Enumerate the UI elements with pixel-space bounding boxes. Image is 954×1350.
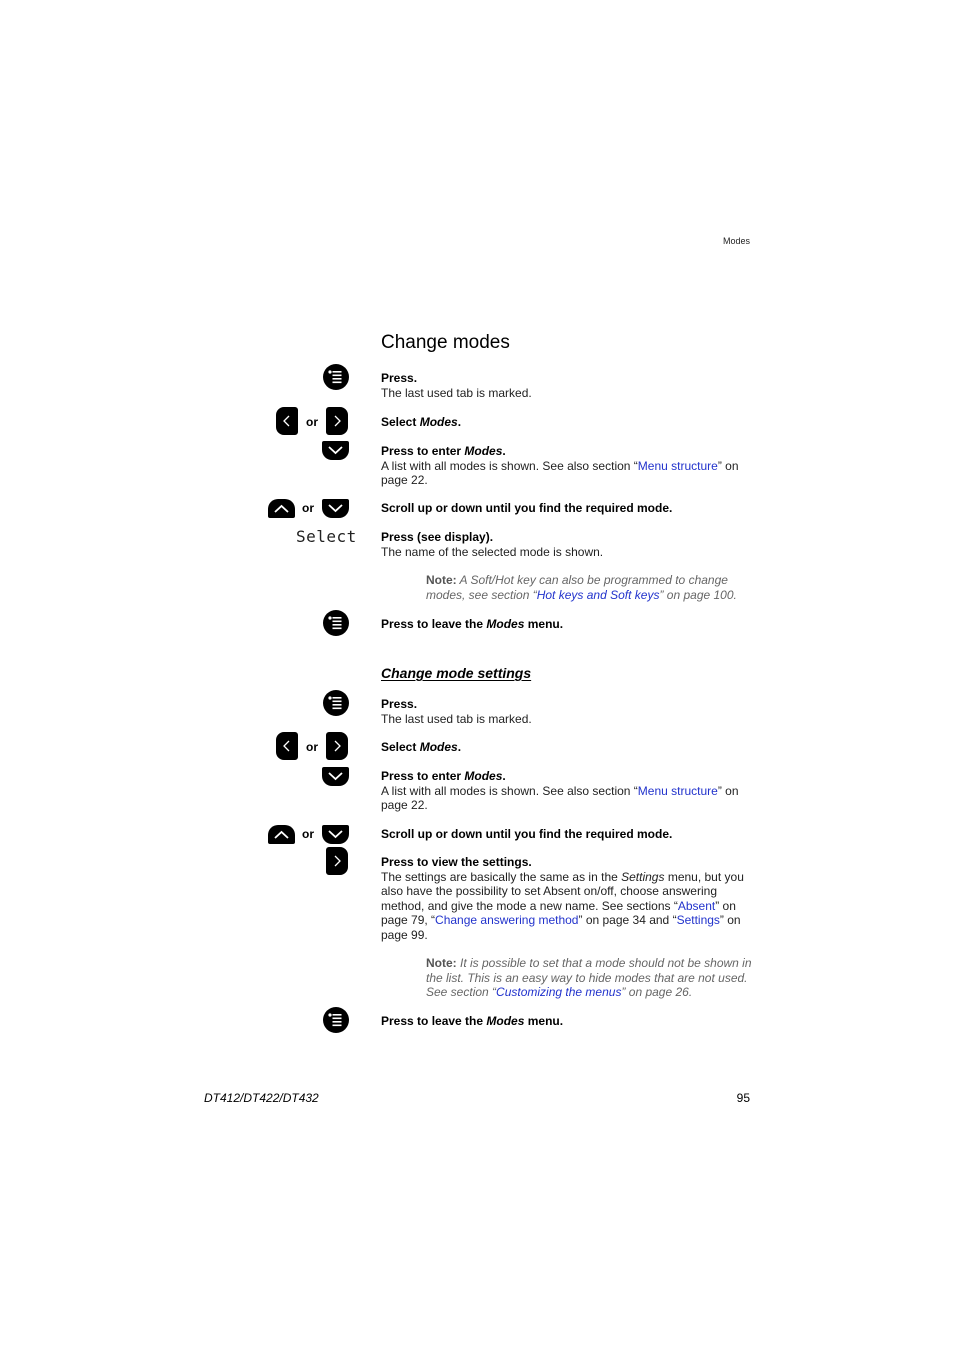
step-instruction: Press to leave the Modes menu.: [381, 617, 564, 631]
step-instruction: Press to enter Modes.: [381, 444, 506, 458]
absent-link[interactable]: Absent: [677, 898, 716, 913]
menu-structure-link[interactable]: Menu structure: [637, 783, 718, 798]
customizing-menus-link[interactable]: Customizing the menus: [496, 985, 622, 999]
step: [381, 617, 751, 632]
step-instruction: Select Modes.: [381, 740, 462, 754]
or-connector: or: [302, 827, 314, 841]
step: [381, 697, 751, 726]
step: [381, 530, 751, 559]
step: [381, 855, 751, 942]
step-instruction: Scroll up or down until you find the required mode.: [381, 501, 673, 515]
up-arrow-key-icon: [268, 825, 295, 844]
down-arrow-key-icon: [322, 499, 349, 518]
or-connector: or: [306, 740, 318, 754]
section-heading: Change mode settings: [381, 665, 532, 681]
note: Note: A Soft/Hot key can also be programmed to change modes, see section “Hot keys and Soft keys” on page 100.: [426, 573, 737, 602]
step: [381, 371, 751, 400]
step-instruction: Press to enter Modes.: [381, 769, 506, 783]
menu-key-icon: [323, 364, 349, 390]
down-arrow-key-icon: [322, 825, 349, 844]
settings-link[interactable]: Settings: [676, 913, 720, 927]
step: [381, 827, 751, 842]
step-instruction: Press.: [381, 371, 418, 385]
step: [381, 444, 751, 488]
page-title: Change modes: [381, 332, 510, 353]
or-connector: or: [302, 501, 314, 515]
hot-keys-link[interactable]: Hot keys and Soft keys: [536, 587, 660, 602]
step: [381, 1014, 751, 1029]
step-description: The last used tab is marked.: [381, 385, 532, 400]
step: [381, 501, 751, 516]
step: [381, 415, 751, 430]
menu-key-icon: [323, 610, 349, 636]
step-instruction: Press (see display).: [381, 530, 494, 544]
step-description: The last used tab is marked.: [381, 711, 532, 726]
step-instruction: Scroll up or down until you find the required mode.: [381, 827, 673, 841]
step: [381, 740, 751, 755]
left-arrow-key-icon: [276, 732, 298, 760]
step-instruction: Press.: [381, 697, 418, 711]
note-label: Note:: [426, 956, 457, 970]
right-arrow-key-icon: [326, 732, 348, 760]
change-answering-method-link[interactable]: Change answering method: [435, 913, 579, 927]
page-number: 95: [736, 1091, 750, 1105]
menu-key-icon: [323, 1007, 349, 1033]
menu-structure-link[interactable]: Menu structure: [637, 458, 718, 473]
up-arrow-key-icon: [268, 499, 295, 518]
note-label: Note:: [426, 573, 457, 587]
note: Note: It is possible to set that a mode should not be shown in the list. This is an easy way to hide modes that are not used. See section “Customizing the menus” on page 26.: [426, 956, 752, 999]
step-description: The name of the selected mode is shown.: [381, 544, 604, 559]
step: [381, 769, 751, 813]
down-arrow-key-icon: [322, 767, 349, 786]
select-softkey-label: Select: [296, 527, 357, 546]
step-description: A list with all modes is shown. See also section “Menu structure” on page 22.: [381, 458, 739, 487]
step-instruction: Press to leave the Modes menu.: [381, 1014, 564, 1028]
running-header: Modes: [722, 236, 750, 246]
step-instruction: Press to view the settings.: [381, 855, 532, 869]
step-description: The settings are basically the same as in the Settings menu, but you also have the possibility to set Absent on/off, choose answering method, and give the mode a new name. See sections “Absent” on page 79, “Change answering method” on page 34 and “Settings” on page 99.: [381, 869, 744, 942]
menu-key-icon: [323, 690, 349, 716]
right-arrow-key-icon: [326, 847, 348, 875]
left-arrow-key-icon: [276, 407, 298, 435]
right-arrow-key-icon: [326, 407, 348, 435]
step-instruction: Select Modes.: [381, 415, 462, 429]
footer-model: DT412/DT422/DT432: [204, 1091, 319, 1105]
step-description: A list with all modes is shown. See also section “Menu structure” on page 22.: [381, 783, 739, 812]
or-connector: or: [306, 415, 318, 429]
down-arrow-key-icon: [322, 441, 349, 460]
